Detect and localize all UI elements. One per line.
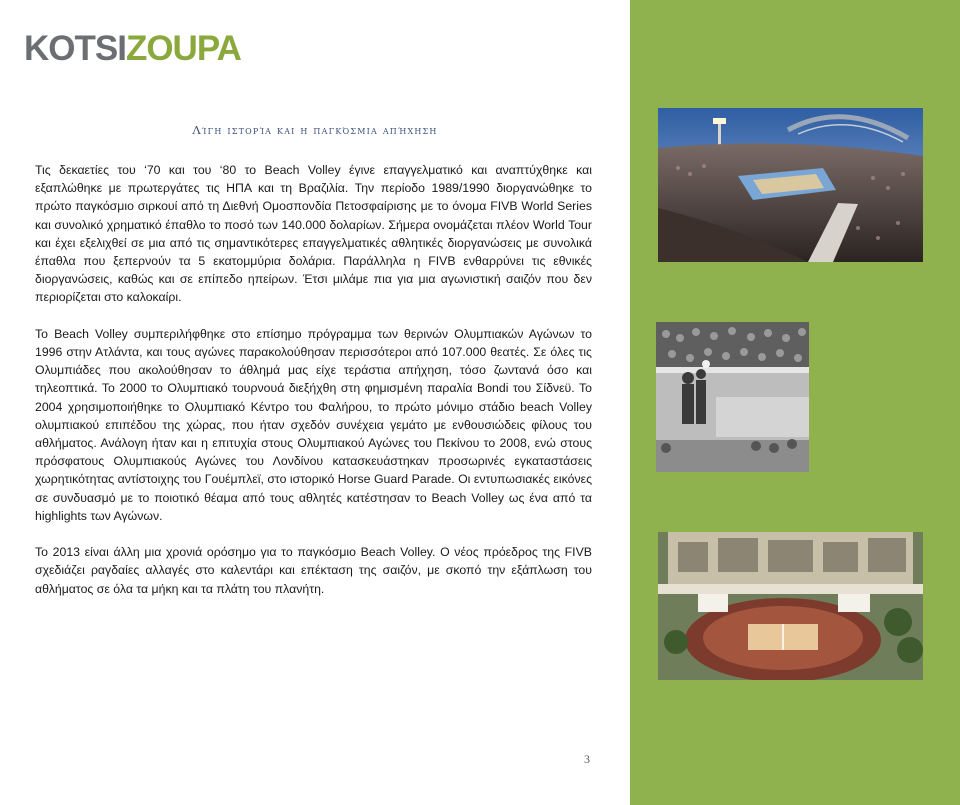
vintage-match-photo [656,322,809,472]
paragraph-3: Το 2013 είναι άλλη μια χρονιά ορόσημο για το παγκόσμιο Beach Volley. Ο νέος πρόεδρος της FIVB σχεδιάζει ραγδαίες αλλαγές στο καλεντάρι και επέκταση της σαιζόν, με σκοπό την εξάπλωση του αθλήματος σε όλα τα μήκη και τα πλάτη του πλανήτη. [35,545,592,596]
brand-logo [24,30,241,68]
section-heading: Λίγη ιστορία και η παγκόσμια απήχηση [192,123,438,137]
logo-part-kotsi: KOTSI [24,29,126,68]
stadium-photo [658,108,923,262]
logo-part-zoupa: ZOUPA [125,29,241,68]
paragraph-1: Τις δεκαετίες του ‘70 και του ‘80 το Beach Volley έγινε επαγγελματικό και αναπτύχθηκε και εξαπλώθηκε με πρωτεργάτες τις ΗΠΑ και τη Βραζιλία. Την περίοδο 1989/1990 διοργανώθηκε το πρώτο παγκόσμιο σιρκουί από τη Διεθνή Ομοσπονδία Πετοσφαίρισης με το όνομα FIVB World Series και συνολικό χρηματικό έπαθλο το ποσό των 140.000 δολαρίων. Σήμερα ονομάζεται πλέον World Tour και έχει εξελιχθεί σε μια από τις σημαντικότερες επαγγελματικές αθλητικές διοργανώσεις με συνολικά έπαθλα που ξεπερνούν τα 5 εκατομμύρια δολάρια. Παράλληλα η FIVB ενθαρρύνει τις εθνικές διοργανώσεις, καθώς και σε επίπεδο ηπείρων. Έτσι μιλάμε πια για μια αγωνιστική σαιζόν που δεν περιορίζεται στο καλοκαίρι. [35,163,592,305]
paragraph-2: Το Beach Volley συμπεριλήφθηκε στο επίσημο πρόγραμμα των θερινών Ολυμπιακών Αγώνων το 1996 στην Ατλάντα, και τους αγώνες παρακολούθησαν περισσότεροι από 107.000 θεατές. Σε όλες τις Ολυμπιάδες που ακολούθησαν το άθλημά μας είχε τεράστια απήχηση, τόσο ζωντανά όσο και τηλεοπτικά. Το 2000 το Ολυμπιακό τουρνουά διεξήχθη στη φημισμένη παραλία Bondi του Σίδνεϋ. Το 2004 χρησιμοποιήθηκε το Ολυμπιακό Κέντρο του Φαλήρου, το πρώτο μόνιμο στάδιο beach Volley ολυμπιακού επιπέδου της χώρας, που ήταν σχεδόν συνέχεια γεμάτο με ενθουσιώδεις φίλους του αθλήματος. Ανάλογη ήταν και η επιτυχία στους Ολυμπιακού Αγώνες του Πεκίνου το 2008, ενώ στους πρόσφατους Ολυμπιακούς Αγώνες του Λονδίνου κατασκευάστηκαν προσωρινές εγκαταστάσεις χωρητικότητας αντίστοιχης του Γουέμπλεϊ, στο ιστορικό Horse Guard Parade. Οι εντυπωσιακές εικόνες σε συνδυασμό με το ποιοτικό θέαμα από τους αθλητές κατέστησαν το Beach Volley ως ένα από τα highlights των Αγώνων. [35,326,592,523]
page-number: 3 [584,752,590,766]
body-text [35,161,592,616]
horse-guards-aerial-photo [658,532,923,680]
